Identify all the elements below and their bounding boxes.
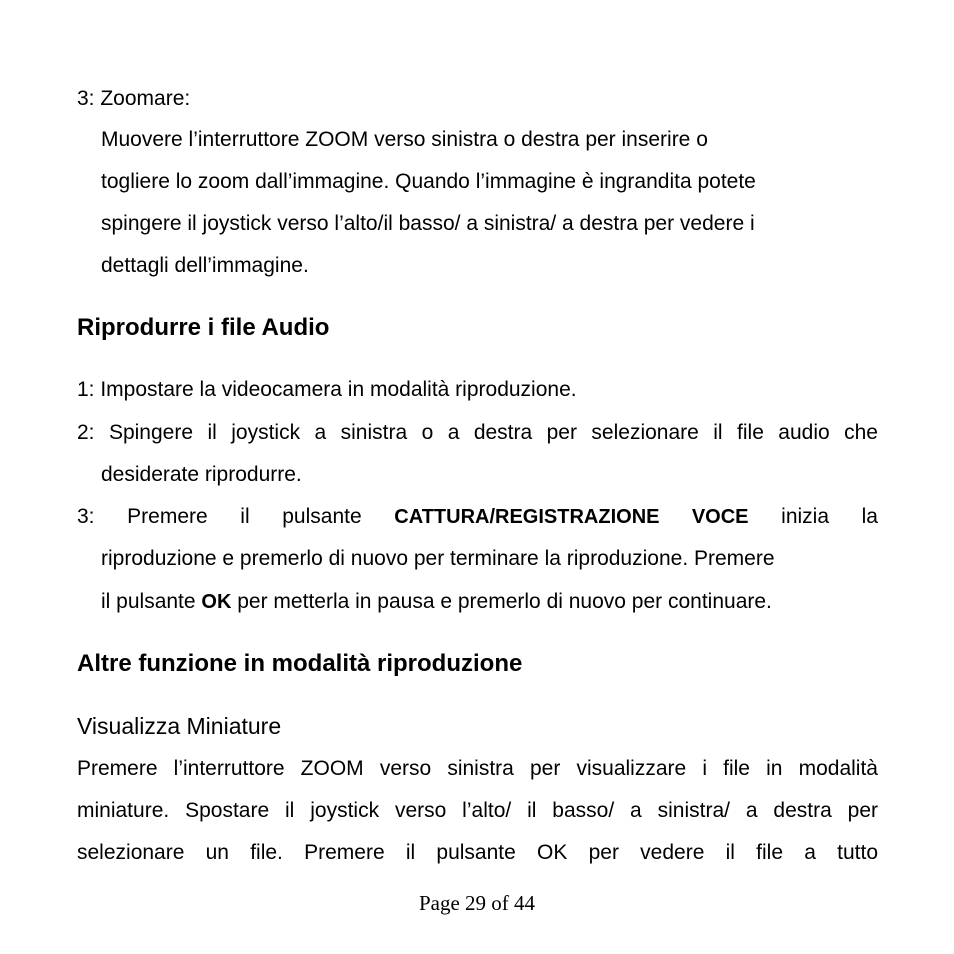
- audio-step-3-line-2: riproduzione e premerlo di nuovo per terminare la riproduzione. Premere: [101, 547, 775, 570]
- audio-step-2-line-2: desiderate riprodurre.: [101, 463, 302, 486]
- capture-record-voice-button-label: CATTURA/REGISTRAZIONE VOCE: [394, 506, 749, 528]
- page-number: Page 29 of 44: [418, 891, 536, 915]
- audio-step-2-line-1: 2: Spingere il joystick a sinistra o a destra per selezionare il file audio che: [77, 421, 878, 444]
- audio-step-3-suffix: inizia la: [781, 505, 878, 528]
- ok-button-label: OK: [201, 591, 232, 613]
- zoom-text-line-1: Muovere l’interruttore ZOOM verso sinistra o destra per inserire o: [101, 128, 708, 151]
- zoom-text-line-4: dettagli dell’immagine.: [101, 254, 309, 277]
- zoom-step-label: 3: Zoomare:: [77, 87, 191, 110]
- thumbnails-text-line-3: selezionare un file. Premere il pulsante OK per vedere il file a tutto: [77, 841, 878, 864]
- audio-step-1: 1: Impostare la videocamera in modalità riproduzione.: [77, 378, 577, 401]
- audio-step-3-line-1: [77, 504, 878, 530]
- audio-section-heading: Riprodurre i file Audio: [77, 314, 330, 341]
- zoom-text-line-3: spingere il joystick verso l’alto/il basso/ a sinistra/ a destra per vedere i: [101, 212, 755, 235]
- thumbnails-text-line-1: Premere l’interruttore ZOOM verso sinistra per visualizzare i file in modalità: [77, 757, 878, 780]
- audio-step-3-line-3-prefix: il pulsante: [101, 590, 196, 613]
- thumbnails-text-line-2: miniature. Spostare il joystick verso l’alto/ il basso/ a sinistra/ a destra per: [77, 799, 878, 822]
- thumbnails-subheading: Visualizza Miniature: [77, 713, 282, 739]
- other-section-heading: Altre funzione in modalità riproduzione: [77, 650, 523, 677]
- audio-step-3-prefix: 3: Premere il pulsante: [77, 505, 362, 528]
- zoom-text-line-2: togliere lo zoom dall’immagine. Quando l’immagine è ingrandita potete: [101, 170, 756, 193]
- audio-step-3-line-3-suffix: per metterla in pausa e premerlo di nuovo per continuare.: [237, 590, 772, 613]
- audio-step-3-line-3: [101, 589, 878, 615]
